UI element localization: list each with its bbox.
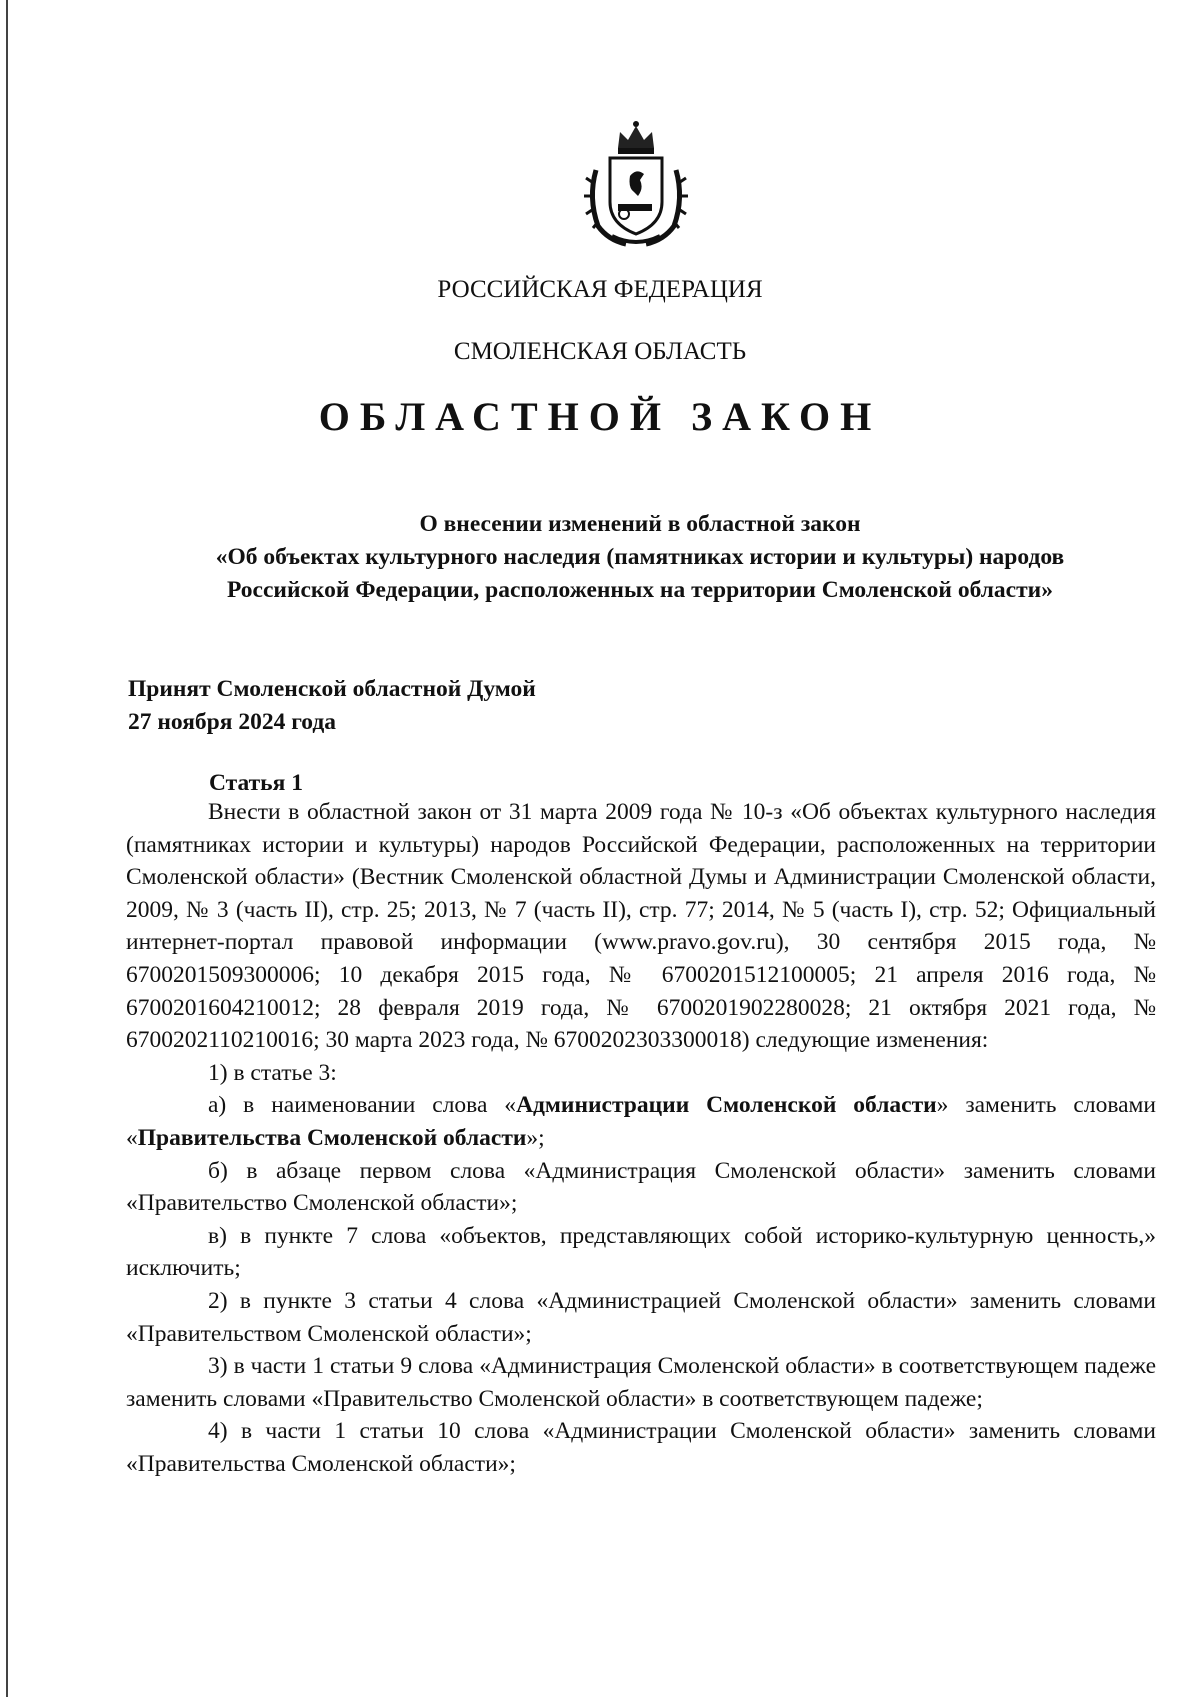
amendment-item-1: 1) в статье 3: <box>208 1059 337 1086</box>
amendment-item-2: 2) в пункте 3 статьи 4 слова «Администрацией Смоленской области» заменить словами «Правительством Смоленской области»; <box>126 1287 1156 1347</box>
article-body <box>126 796 1156 1480</box>
coat-of-arms-icon <box>582 118 690 250</box>
adoption-date: 27 ноября 2024 года <box>128 709 337 735</box>
amendment-item-3: 3) в части 1 статьи 9 слова «Администрация Смоленской области» в соответствующем падеже заменить словами «Правительство Смоленской области» в соответствующем падеже; <box>126 1353 1156 1412</box>
region-heading: СМОЛЕНСКАЯ ОБЛАСТЬ <box>453 338 747 365</box>
amendment-item-4: 4) в части 1 статьи 10 слова «Администрации Смоленской области» заменить словами «Правительства Смоленской области»; <box>126 1418 1156 1477</box>
amendment-item-1a: а) в наименовании слова «Администрации Смоленской области» заменить словами «Правительства Смоленской области»; <box>126 1092 1156 1151</box>
subject-line: «Об объектах культурного наследия (памятниках истории и культуры) народов <box>215 544 1065 570</box>
law-subject <box>120 508 1160 607</box>
scan-edge-line <box>6 0 8 1697</box>
article-intro-paragraph: Внести в областной закон от 31 марта 2009 года № 10-з «Об объектах культурного наследия (памятниках истории и культуры) народов Российской Федерации, расположенных на территории Смоленской области» (Вестник Смоленской областной Думы и Администрации Смоленской области, 2009, № 3 (часть II), стр. 25; 2013, № 7 (часть II), стр. 77; 2014, № 5 (часть I), стр. 52; Официальный интернет-портал правовой информации (www.pravo.gov.ru), 30 сентября 2015 года, № 6700201509300006; 10 декабря 2015 года, № 6700201512100005; 21 апреля 2016 года, № 6700201604210012; 28 февраля 2019 года, № 6700201902280028; 21 октября 2021 года, № 6700202110210016; 30 марта 2023 года, № 6700202303300018) следующие изменения: <box>126 799 1156 1054</box>
adoption-info <box>128 673 536 739</box>
adoption-body: Принят Смоленской областной Думой <box>128 676 536 702</box>
document-type-title: ОБЛАСТНОЙ ЗАКОН <box>318 394 882 439</box>
subject-line: О внесении изменений в областной закон <box>419 511 861 537</box>
country-heading: РОССИЙСКАЯ ФЕДЕРАЦИЯ <box>437 276 763 303</box>
amendment-item-1b: б) в абзаце первом слова «Администрация Смоленской области» заменить словами «Правительство Смоленской области»; <box>126 1157 1156 1217</box>
amendment-item-1c: в) в пункте 7 слова «объектов, представляющих собой историко-культурную ценность,» исключить; <box>126 1222 1156 1282</box>
subject-line: Российской Федерации, расположенных на территории Смоленской области» <box>227 577 1053 603</box>
article-heading: Статья 1 <box>209 770 303 796</box>
